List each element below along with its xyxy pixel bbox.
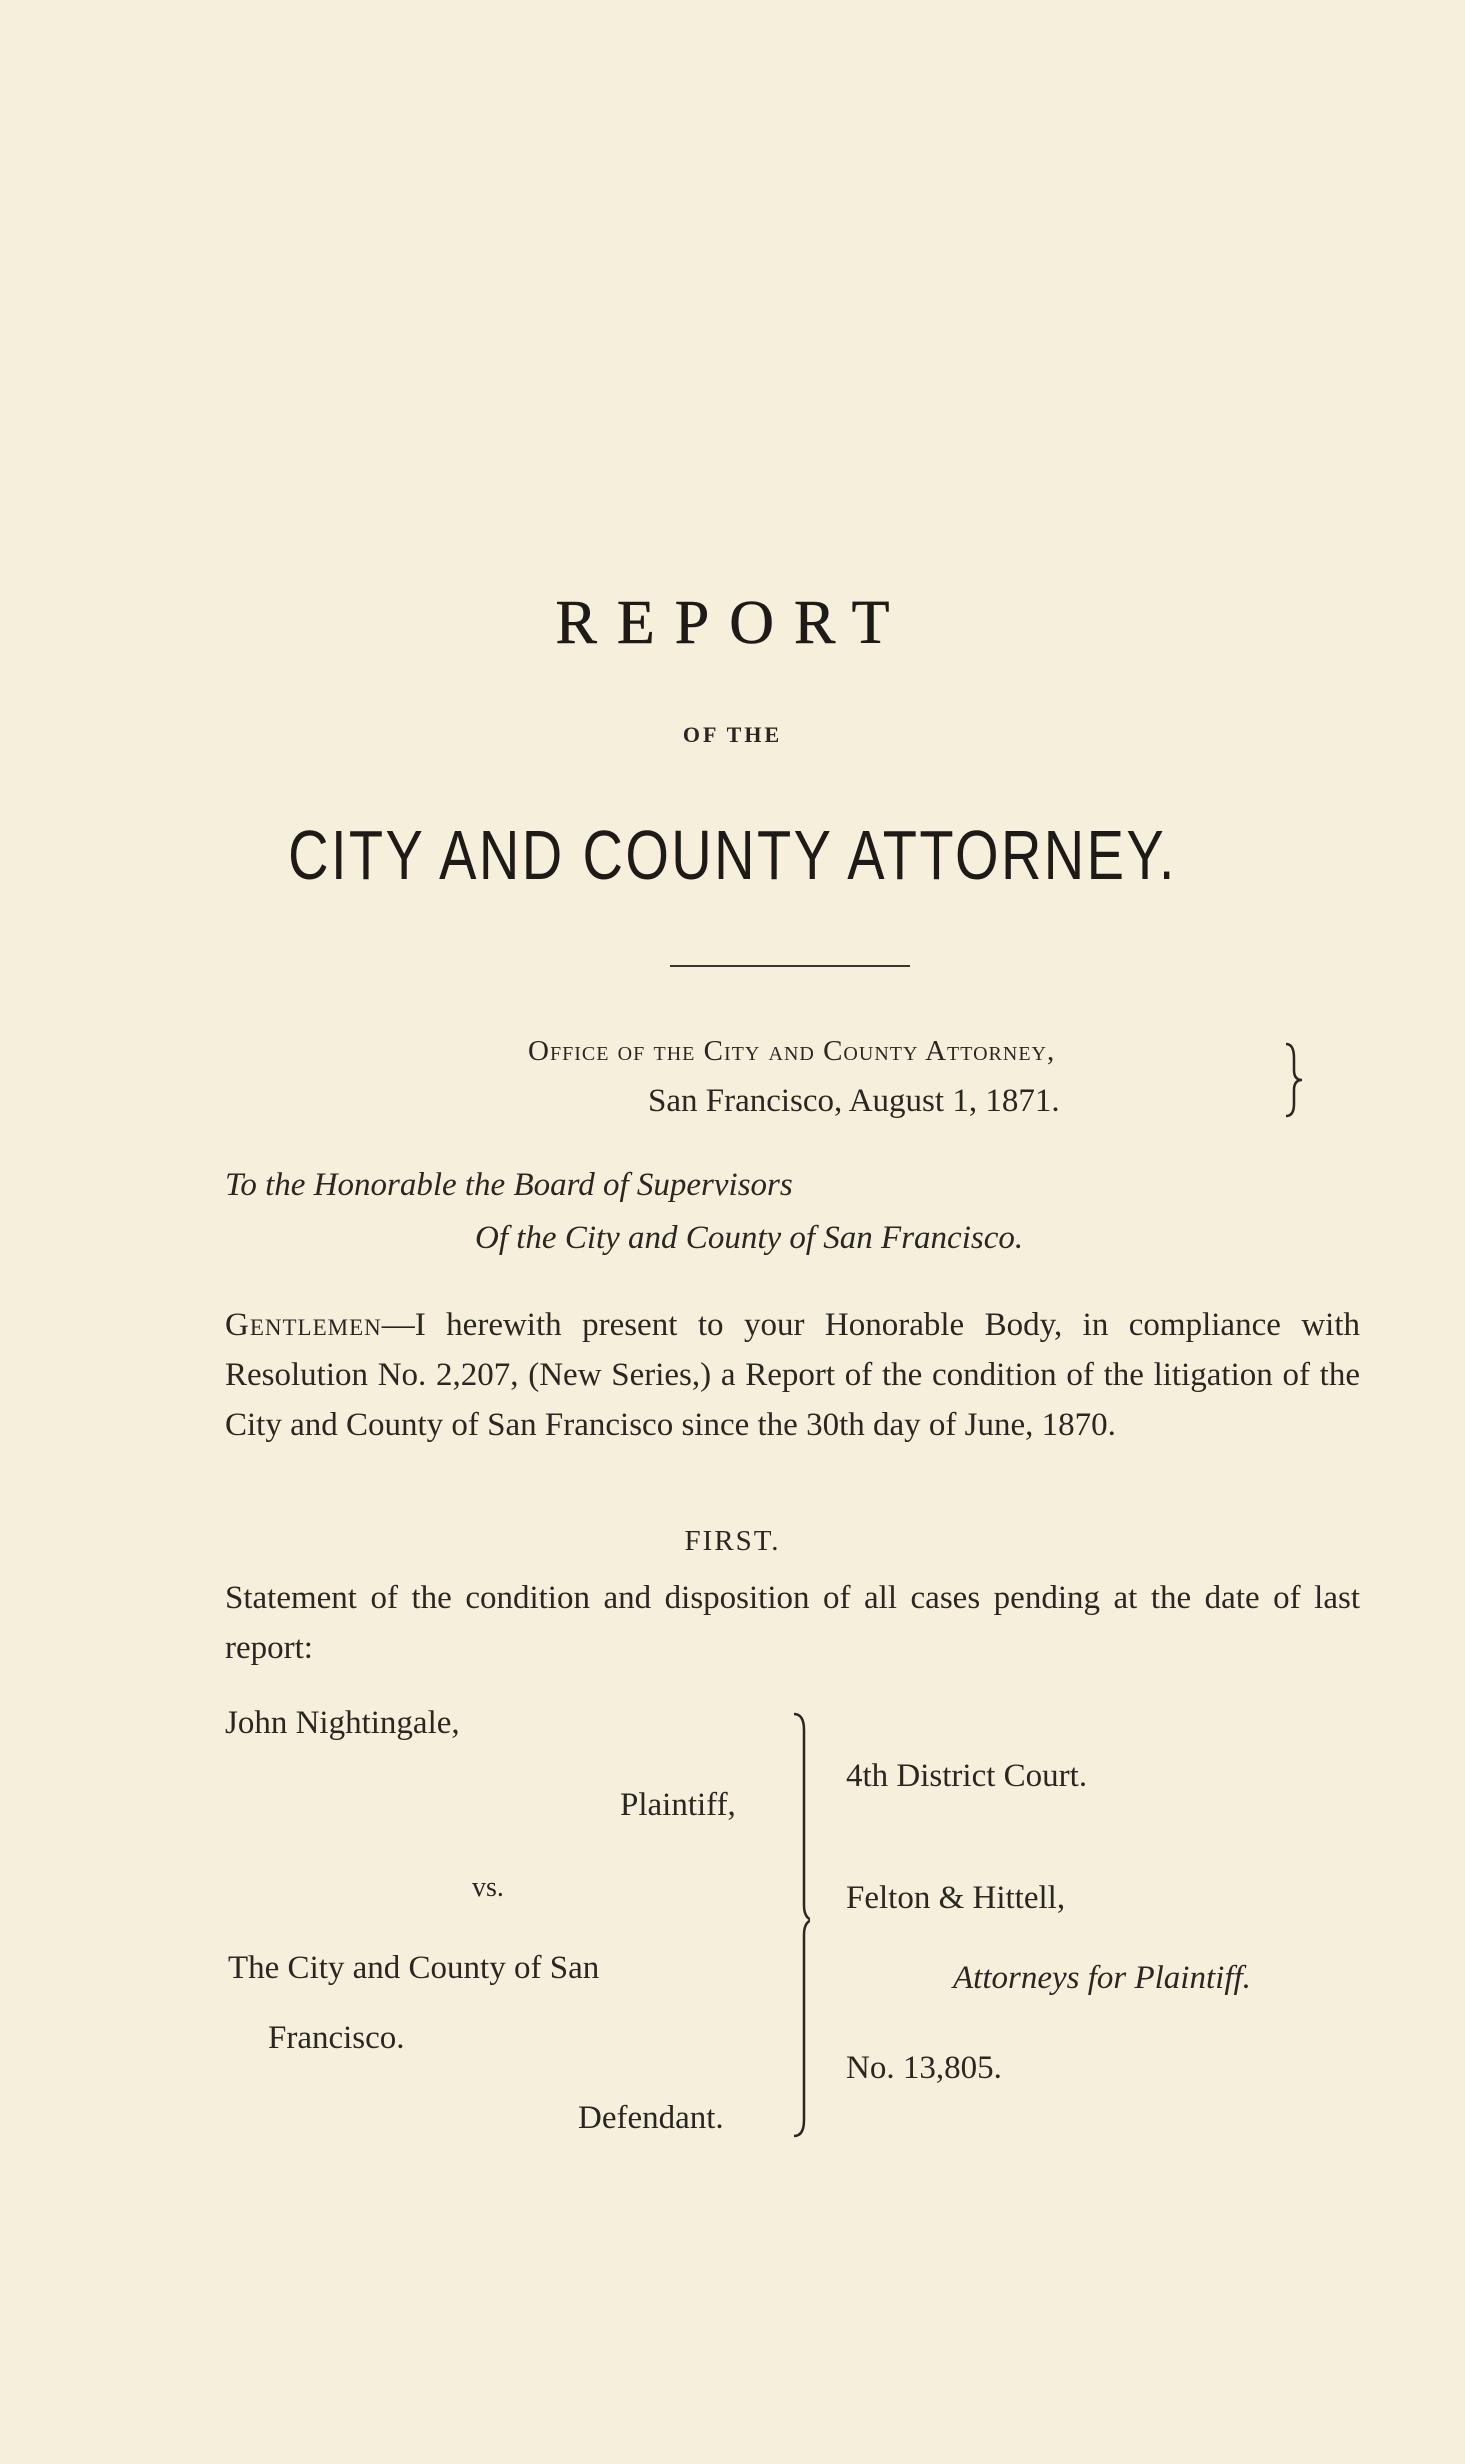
salutation-paragraph [225, 1300, 1360, 1450]
salutation-text: —I herewith present to your Honorable Body, in compliance with Resolution No. 2,207, (New Series,) a Report of the condition of the litigation of the City and County of San Francisco since the 30th day of June, 1870. [225, 1307, 1360, 1443]
attorneys-name: Felton & Hittell, [846, 1880, 1066, 1916]
plaintiff-label: Plaintiff, [620, 1787, 736, 1823]
salutation-lead: Gentlemen [225, 1307, 382, 1343]
versus-label: vs. [472, 1872, 504, 1903]
page-title: CITY AND COUNTY ATTORNEY. [288, 816, 1177, 894]
attorneys-role: Attorneys for Plaintiff. [953, 1960, 1251, 1996]
address-line-2: Of the City and County of San Francisco. [475, 1220, 1024, 1256]
section-heading: FIRST. [684, 1525, 781, 1557]
defendant-name-1: The City and County of San [228, 1950, 600, 1986]
case-number: No. 13,805. [846, 2050, 1002, 2086]
of-the-heading: OF THE [682, 722, 783, 747]
address-line-1: To the Honorable the Board of Supervisors [225, 1167, 793, 1203]
office-line: Office of the City and County Attorney, [528, 1035, 1056, 1067]
defendant-label: Defendant. [578, 2100, 724, 2136]
divider-rule [670, 965, 910, 967]
defendant-name-2: Francisco. [268, 2020, 405, 2056]
date-line: San Francisco, August 1, 1871. [648, 1083, 1060, 1119]
report-heading: REPORT [555, 589, 910, 657]
office-brace-icon [1280, 1040, 1310, 1120]
plaintiff-name: John Nightingale, [225, 1705, 460, 1741]
case-brace-icon [790, 1710, 810, 2140]
statement-paragraph: Statement of the condition and disposition of all cases pending at the date of last report: [225, 1580, 1360, 1666]
court-name: 4th District Court. [846, 1758, 1088, 1794]
